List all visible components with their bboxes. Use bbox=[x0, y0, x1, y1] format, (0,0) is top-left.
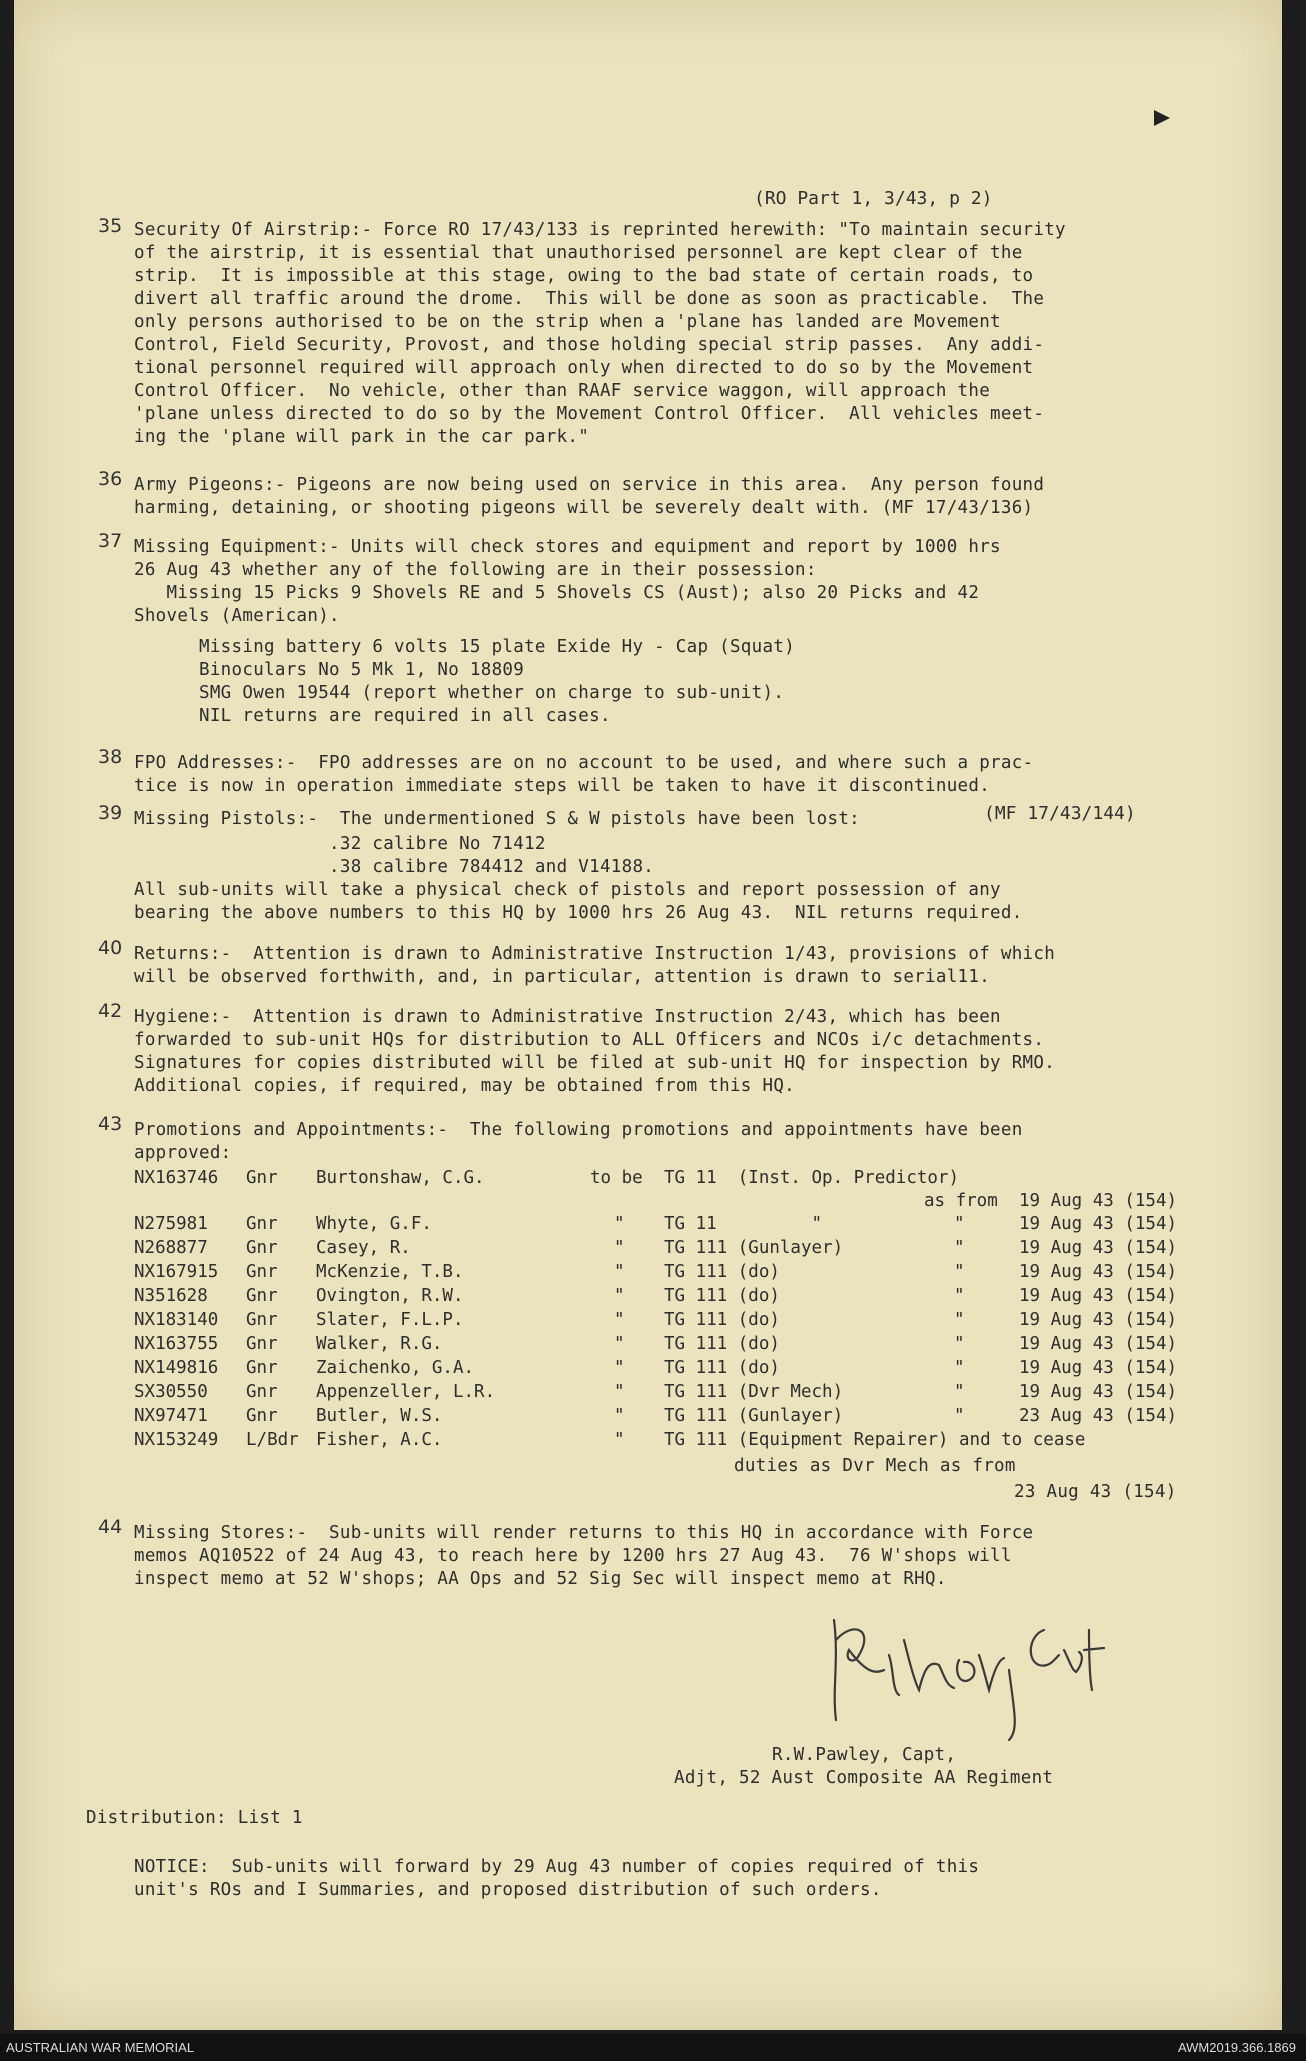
to-be: " bbox=[614, 1334, 625, 1354]
soldier-name: Whyte, G.F. bbox=[316, 1214, 432, 1234]
item-line: tice is now in operation immediate steps will be taken to have it discontinued. bbox=[134, 776, 991, 796]
soldier-name: Burtonshaw, C.G. bbox=[316, 1168, 485, 1188]
item-line: divert all traffic around the drome. This will be done as soon as practicable. The bbox=[134, 289, 1045, 309]
item-line: .32 calibre No 71412 bbox=[134, 834, 546, 854]
grade: TG 111 (Equipment Repairer) and to cease bbox=[664, 1430, 1086, 1450]
item-line: 'plane unless directed to do so by the Movement Control Officer. All vehicles meet- bbox=[134, 404, 1045, 424]
soldier-name: Ovington, R.W. bbox=[316, 1286, 464, 1306]
item-number: 44 bbox=[98, 1516, 123, 1538]
as-from: " bbox=[954, 1382, 965, 1402]
item-line: will be observed forthwith, and, in particular, attention is drawn to serial11. bbox=[134, 967, 991, 987]
rank: Gnr bbox=[246, 1238, 278, 1258]
as-from: " bbox=[954, 1406, 965, 1426]
signature-name: R.W.Pawley, Capt, bbox=[772, 1745, 957, 1765]
item-line: Missing Stores:- Sub-units will render returns to this HQ in accordance with Force bbox=[134, 1523, 1034, 1543]
item-line: Promotions and Appointments:- The following promotions and appointments have been bbox=[134, 1120, 1023, 1140]
handwritten-signature bbox=[814, 1600, 1154, 1750]
item-line: Army Pigeons:- Pigeons are now being used on service in this area. Any person found bbox=[134, 475, 1045, 495]
grade: TG 111 (do) bbox=[664, 1286, 780, 1306]
as-from: as from bbox=[924, 1191, 998, 1211]
promotion-continuation: duties as Dvr Mech as from bbox=[734, 1456, 1016, 1476]
service-number: NX163755 bbox=[134, 1334, 219, 1354]
effective-date: 19 Aug 43 (154) bbox=[1019, 1358, 1178, 1378]
service-number: NX153249 bbox=[134, 1430, 219, 1450]
to-be: to be bbox=[590, 1168, 643, 1188]
item-line: Shovels (American). bbox=[134, 606, 340, 626]
service-number: SX30550 bbox=[134, 1382, 208, 1402]
effective-date: 19 Aug 43 (154) bbox=[1019, 1262, 1178, 1282]
item-number: 42 bbox=[98, 1000, 123, 1022]
effective-date: 19 Aug 43 (154) bbox=[1019, 1334, 1178, 1354]
as-from: " bbox=[954, 1214, 965, 1234]
as-from: " bbox=[954, 1358, 965, 1378]
to-be: " bbox=[614, 1358, 625, 1378]
soldier-name: Casey, R. bbox=[316, 1238, 411, 1258]
item-line: FPO Addresses:- FPO addresses are on no account to be used, and where such a prac- bbox=[134, 753, 1034, 773]
grade: TG 11 " bbox=[664, 1214, 823, 1234]
item-line: only persons authorised to be on the strip when a 'plane has landed are Movement bbox=[134, 312, 1001, 332]
item-line: forwarded to sub-unit HQs for distribution to ALL Officers and NCOs i/c detachments. bbox=[134, 1030, 1045, 1050]
item-line: 26 Aug 43 whether any of the following are in their possession: bbox=[134, 560, 817, 580]
item-line: SMG Owen 19544 (report whether on charge to sub-unit). bbox=[134, 683, 785, 703]
item-number: 39 bbox=[98, 802, 123, 824]
service-number: NX167915 bbox=[134, 1262, 219, 1282]
service-number: N351628 bbox=[134, 1286, 208, 1306]
rank: Gnr bbox=[246, 1334, 278, 1354]
effective-date: 19 Aug 43 (154) bbox=[1019, 1310, 1178, 1330]
item-number: 37 bbox=[98, 530, 123, 552]
grade: TG 111 (do) bbox=[664, 1334, 780, 1354]
soldier-name: Butler, W.S. bbox=[316, 1406, 443, 1426]
service-number: NX97471 bbox=[134, 1406, 208, 1426]
as-from: " bbox=[954, 1310, 965, 1330]
item-line: .38 calibre 784412 and V14188. bbox=[134, 857, 655, 877]
item-line: inspect memo at 52 W'shops; AA Ops and 52 Sig Sec will inspect memo at RHQ. bbox=[134, 1569, 947, 1589]
grade: TG 111 (do) bbox=[664, 1310, 780, 1330]
effective-date: 19 Aug 43 (154) bbox=[1019, 1214, 1178, 1234]
item-line: Control Officer. No vehicle, other than RAAF service waggon, will approach the bbox=[134, 381, 991, 401]
to-be: " bbox=[614, 1382, 625, 1402]
item-number: 38 bbox=[98, 746, 123, 768]
arrow-mark-icon bbox=[1154, 110, 1170, 126]
to-be: " bbox=[614, 1286, 625, 1306]
as-from: " bbox=[954, 1286, 965, 1306]
item-number: 40 bbox=[98, 937, 123, 959]
grade: TG 111 (do) bbox=[664, 1262, 780, 1282]
item-line: Control, Field Security, Provost, and those holding special strip passes. Any addi- bbox=[134, 335, 1045, 355]
rank: Gnr bbox=[246, 1358, 278, 1378]
item-line: approved: bbox=[134, 1143, 232, 1163]
item-line: of the airstrip, it is essential that unauthorised personnel are kept clear of the bbox=[134, 243, 1023, 263]
soldier-name: Slater, F.L.P. bbox=[316, 1310, 464, 1330]
item-line: Missing Equipment:- Units will check stores and equipment and report by 1000 hrs bbox=[134, 537, 1001, 557]
document-page bbox=[14, 0, 1282, 2030]
rank: Gnr bbox=[246, 1406, 278, 1426]
soldier-name: Fisher, A.C. bbox=[316, 1430, 443, 1450]
effective-date: 19 Aug 43 (154) bbox=[1019, 1286, 1178, 1306]
item-line: tional personnel required will approach only when directed to do so by the Movement bbox=[134, 358, 1034, 378]
signature-title: Adjt, 52 Aust Composite AA Regiment bbox=[674, 1768, 1054, 1788]
item-line: All sub-units will take a physical check of pistols and report possession of any bbox=[134, 880, 1001, 900]
soldier-name: Zaichenko, G.A. bbox=[316, 1358, 475, 1378]
item-line: Security Of Airstrip:- Force RO 17/43/133 is reprinted herewith: "To maintain security bbox=[134, 220, 1066, 240]
item-line: ing the 'plane will park in the car park." bbox=[134, 427, 590, 447]
rank: Gnr bbox=[246, 1310, 278, 1330]
item-number: 36 bbox=[98, 468, 123, 490]
effective-date: 23 Aug 43 (154) bbox=[1019, 1406, 1178, 1426]
item-line: harming, detaining, or shooting pigeons will be severely dealt with. (MF 17/43/136) bbox=[134, 498, 1034, 518]
item-number: 35 bbox=[98, 215, 123, 237]
item-line: Signatures for copies distributed will be filed at sub-unit HQ for inspection by RMO. bbox=[134, 1053, 1056, 1073]
archive-footer bbox=[0, 2034, 1306, 2061]
service-number: N275981 bbox=[134, 1214, 208, 1234]
to-be: " bbox=[614, 1262, 625, 1282]
soldier-name: Walker, R.G. bbox=[316, 1334, 443, 1354]
rank: Gnr bbox=[246, 1214, 278, 1234]
item-line: bearing the above numbers to this HQ by 1000 hrs 26 Aug 43. NIL returns required. bbox=[134, 903, 1023, 923]
item-line: Missing battery 6 volts 15 plate Exide Hy - Cap (Squat) bbox=[134, 637, 795, 657]
footer-institution: AUSTRALIAN WAR MEMORIAL bbox=[6, 2040, 195, 2055]
grade: TG 111 (Gunlayer) bbox=[664, 1406, 844, 1426]
to-be: " bbox=[614, 1214, 625, 1234]
service-number: N268877 bbox=[134, 1238, 208, 1258]
grade: TG 11 (Inst. Op. Predictor) bbox=[664, 1168, 960, 1188]
item-line: Missing 15 Picks 9 Shovels RE and 5 Shovels CS (Aust); also 20 Picks and 42 bbox=[134, 583, 980, 603]
item-line: Hygiene:- Attention is drawn to Administrative Instruction 2/43, which has been bbox=[134, 1007, 1001, 1027]
soldier-name: Appenzeller, L.R. bbox=[316, 1382, 496, 1402]
item-line: NIL returns are required in all cases. bbox=[134, 706, 611, 726]
rank: Gnr bbox=[246, 1382, 278, 1402]
as-from: " bbox=[954, 1334, 965, 1354]
item-line: Additional copies, if required, may be obtained from this HQ. bbox=[134, 1076, 795, 1096]
to-be: " bbox=[614, 1310, 625, 1330]
effective-date: 19 Aug 43 (154) bbox=[1019, 1382, 1178, 1402]
as-from: " bbox=[954, 1238, 965, 1258]
service-number: NX149816 bbox=[134, 1358, 219, 1378]
to-be: " bbox=[614, 1406, 625, 1426]
to-be: " bbox=[614, 1238, 625, 1258]
rank: Gnr bbox=[246, 1262, 278, 1282]
grade: TG 111 (Gunlayer) bbox=[664, 1238, 844, 1258]
as-from: " bbox=[954, 1262, 965, 1282]
to-be: " bbox=[614, 1430, 625, 1450]
grade: TG 111 (do) bbox=[664, 1358, 780, 1378]
item-line: Binoculars No 5 Mk 1, No 18809 bbox=[134, 660, 525, 680]
item-line: Returns:- Attention is drawn to Administrative Instruction 1/43, provisions of which bbox=[134, 944, 1056, 964]
soldier-name: McKenzie, T.B. bbox=[316, 1262, 464, 1282]
item-line: strip. It is impossible at this stage, owing to the bad state of certain roads, to bbox=[134, 266, 1034, 286]
grade: TG 111 (Dvr Mech) bbox=[664, 1382, 844, 1402]
service-number: NX183140 bbox=[134, 1310, 219, 1330]
notice-line: unit's ROs and I Summaries, and proposed distribution of such orders. bbox=[134, 1880, 882, 1900]
service-number: NX163746 bbox=[134, 1168, 219, 1188]
item-line: memos AQ10522 of 24 Aug 43, to reach here by 1200 hrs 27 Aug 43. 76 W'shops will bbox=[134, 1546, 1012, 1566]
item-number: 43 bbox=[98, 1113, 123, 1135]
notice-line: NOTICE: Sub-units will forward by 29 Aug 43 number of copies required of this bbox=[134, 1857, 980, 1877]
item-line: Missing Pistols:- The undermentioned S & W pistols have been lost: bbox=[134, 809, 861, 829]
footer-accession-number: AWM2019.366.1869 bbox=[1177, 2040, 1296, 2055]
doc-reference: (RO Part 1, 3/43, p 2) bbox=[754, 188, 993, 209]
rank: Gnr bbox=[246, 1286, 278, 1306]
rank: L/Bdr bbox=[246, 1430, 299, 1450]
distribution-line: Distribution: List 1 bbox=[86, 1808, 303, 1828]
promotion-continuation-date: 23 Aug 43 (154) bbox=[1014, 1482, 1177, 1502]
item-39-reference: (MF 17/43/144) bbox=[984, 803, 1136, 824]
effective-date: 19 Aug 43 (154) bbox=[1019, 1191, 1178, 1211]
effective-date: 19 Aug 43 (154) bbox=[1019, 1238, 1178, 1258]
rank: Gnr bbox=[246, 1168, 278, 1188]
